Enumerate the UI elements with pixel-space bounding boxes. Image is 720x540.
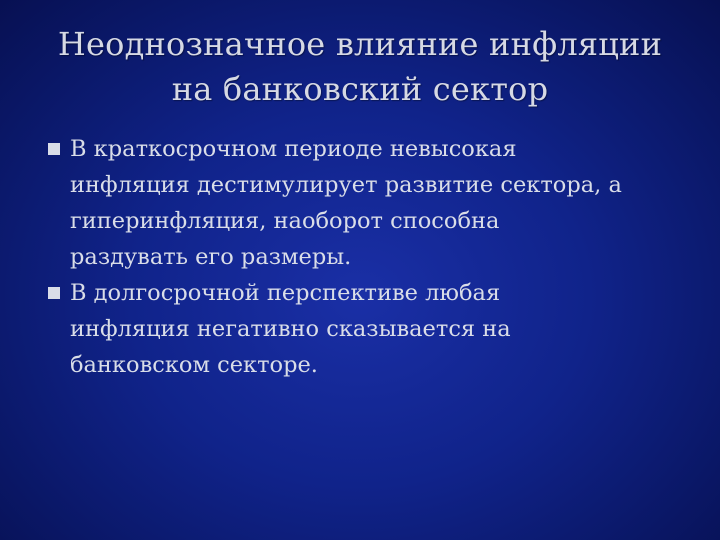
bullet-text-line: банковском секторе.: [70, 352, 318, 378]
bullet-text: [70, 131, 698, 275]
slide-title: [20, 22, 700, 112]
bullet-text-line: раздувать его размеры.: [70, 244, 352, 270]
bullet-text-line: инфляция дестимулирует развитие сектора, а: [70, 172, 622, 198]
bullet-text-line: В долгосрочной перспективе любая: [70, 280, 501, 306]
slide-title-line: на банковский сектор: [171, 70, 549, 108]
bullet-text-line: В краткосрочном периоде невысокая: [70, 136, 517, 162]
bullet-list: [48, 131, 698, 383]
bullet-text-line: инфляция негативно сказывается на: [70, 316, 511, 342]
square-bullet-icon: [48, 143, 60, 155]
bullet-item: [48, 275, 698, 383]
square-bullet-icon: [48, 287, 60, 299]
bullet-text-line: гиперинфляция, наоборот способна: [70, 208, 500, 234]
bullet-item: [48, 131, 698, 275]
slide-title-line: Неоднозначное влияние инфляции: [57, 25, 663, 63]
bullet-text: [70, 275, 698, 383]
